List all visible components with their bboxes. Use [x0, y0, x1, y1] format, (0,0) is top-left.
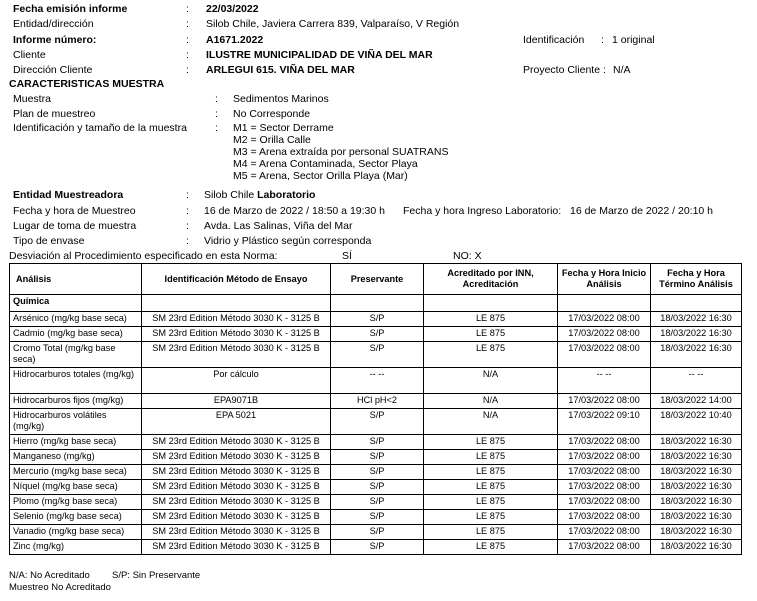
ident-list [233, 122, 448, 182]
table-row [10, 368, 742, 394]
analisis-cell: Selenio (mg/kg base seca) [10, 510, 142, 525]
preservante-cell: HCl pH<2 [331, 394, 424, 409]
termino-cell: 18/03/2022 16:30 [651, 327, 742, 342]
acreditado-cell: LE 875 [424, 342, 558, 368]
acreditado-cell: N/A [424, 394, 558, 409]
desviacion-label: Desviación al Procedimiento especificado en esta Norma: [9, 250, 278, 262]
inicio-cell: 17/03/2022 08:00 [558, 342, 651, 368]
col-header-acreditado: Acreditado por INN, Acreditación [424, 264, 558, 295]
acreditado-cell: LE 875 [424, 495, 558, 510]
termino-cell: 18/03/2022 16:30 [651, 540, 742, 555]
acreditado-cell: LE 875 [424, 312, 558, 327]
termino-cell: 18/03/2022 16:30 [651, 312, 742, 327]
col-header-termino: Fecha y Hora Término Análisis [651, 264, 742, 295]
termino-cell: 18/03/2022 16:30 [651, 342, 742, 368]
termino-cell: 18/03/2022 10:40 [651, 409, 742, 435]
results-table [9, 263, 742, 555]
colon: : [186, 220, 189, 232]
table-cell [424, 295, 558, 312]
analisis-cell: Hidrocarburos volátiles (mg/kg) [10, 409, 142, 435]
acreditado-cell: LE 875 [424, 450, 558, 465]
table-row [10, 409, 742, 435]
inicio-cell: 17/03/2022 08:00 [558, 525, 651, 540]
termino-cell: 18/03/2022 16:30 [651, 495, 742, 510]
preservante-cell: S/P [331, 327, 424, 342]
acreditado-cell: LE 875 [424, 525, 558, 540]
muestra-label: Muestra [13, 93, 51, 105]
colon: : [186, 18, 189, 30]
direccion-value: ARLEGUI 615. VIÑA DEL MAR [206, 64, 355, 76]
envase-value: Vidrio y Plástico según corresponda [204, 235, 372, 247]
analisis-cell: Manganeso (mg/kg) [10, 450, 142, 465]
lugar-label: Lugar de toma de muestra [13, 220, 137, 232]
plan-value: No Corresponde [233, 108, 311, 120]
table-row [10, 495, 742, 510]
table-row [10, 540, 742, 555]
identificacion-label: Identificación [523, 34, 585, 46]
colon: : [601, 34, 604, 46]
termino-cell: 18/03/2022 16:30 [651, 510, 742, 525]
entidad-label: Entidad/dirección [13, 18, 94, 30]
colon: : [215, 122, 218, 134]
metodo-cell: SM 23rd Edition Método 3030 K - 3125 B [142, 342, 331, 368]
termino-cell: 18/03/2022 16:30 [651, 480, 742, 495]
acreditado-cell: N/A [424, 409, 558, 435]
fecha-ingreso-label: Fecha y hora Ingreso Laboratorio: [403, 205, 562, 217]
preservante-cell: S/P [331, 312, 424, 327]
table-header-row [10, 264, 742, 295]
analisis-cell: Mercurio (mg/kg base seca) [10, 465, 142, 480]
termino-cell: 18/03/2022 16:30 [651, 525, 742, 540]
metodo-cell: SM 23rd Edition Método 3030 K - 3125 B [142, 495, 331, 510]
direccion-label: Dirección Cliente [13, 64, 93, 76]
acreditado-cell: LE 875 [424, 465, 558, 480]
metodo-cell: SM 23rd Edition Método 3030 K - 3125 B [142, 450, 331, 465]
inicio-cell: 17/03/2022 08:00 [558, 540, 651, 555]
footer-muestreo: Muestreo No Acreditado [9, 582, 111, 593]
desviacion-no: NO: X [453, 250, 482, 262]
colon: : [186, 64, 189, 76]
colon: : [215, 93, 218, 105]
acreditado-cell: N/A [424, 368, 558, 394]
metodo-cell: SM 23rd Edition Método 3030 K - 3125 B [142, 435, 331, 450]
metodo-cell: SM 23rd Edition Método 3030 K - 3125 B [142, 525, 331, 540]
termino-cell: 18/03/2022 16:30 [651, 465, 742, 480]
preservante-cell: S/P [331, 465, 424, 480]
analisis-cell: Arsénico (mg/kg base seca) [10, 312, 142, 327]
fecha-emision-label: Fecha emisión informe [13, 3, 128, 15]
preservante-cell: S/P [331, 525, 424, 540]
analisis-cell: Hierro (mg/kg base seca) [10, 435, 142, 450]
ident-line: M2 = Orilla Calle [233, 134, 311, 146]
table-row [10, 435, 742, 450]
inicio-cell: 17/03/2022 08:00 [558, 480, 651, 495]
table-row [10, 525, 742, 540]
inicio-cell: 17/03/2022 08:00 [558, 312, 651, 327]
ident-line: M5 = Arena, Sector Orilla Playa (Mar) [233, 170, 408, 182]
muestra-value: Sedimentos Marinos [233, 93, 329, 105]
informe-value: A1671.2022 [206, 34, 264, 46]
desviacion-si: SÍ [342, 250, 352, 262]
preservante-cell: S/P [331, 342, 424, 368]
proyecto-label: Proyecto Cliente : [523, 64, 606, 76]
colon: : [186, 189, 189, 201]
table-cell [651, 295, 742, 312]
table-cell [331, 295, 424, 312]
preservante-cell: S/P [331, 450, 424, 465]
informe-label: Informe número: [13, 34, 97, 46]
termino-cell: 18/03/2022 16:30 [651, 450, 742, 465]
analisis-cell: Zinc (mg/kg) [10, 540, 142, 555]
preservante-cell: S/P [331, 495, 424, 510]
ident-line: M1 = Sector Derrame [233, 122, 334, 134]
metodo-cell: EPA 5021 [142, 409, 331, 435]
colon: : [215, 108, 218, 120]
col-header-analisis: Análisis [10, 264, 142, 295]
metodo-cell: SM 23rd Edition Método 3030 K - 3125 B [142, 327, 331, 342]
table-row [10, 327, 742, 342]
cliente-value: ILUSTRE MUNICIPALIDAD DE VIÑA DEL MAR [206, 49, 433, 61]
preservante-cell: S/P [331, 510, 424, 525]
metodo-cell: SM 23rd Edition Método 3030 K - 3125 B [142, 480, 331, 495]
section-label: Química [10, 295, 142, 312]
inicio-cell: 17/03/2022 08:00 [558, 327, 651, 342]
metodo-cell: SM 23rd Edition Método 3030 K - 3125 B [142, 465, 331, 480]
table-row [10, 465, 742, 480]
acreditado-cell: LE 875 [424, 327, 558, 342]
table-cell [558, 295, 651, 312]
inicio-cell: 17/03/2022 08:00 [558, 435, 651, 450]
section-row [10, 295, 742, 312]
preservante-cell: S/P [331, 480, 424, 495]
entidad-muestreadora-bold: Laboratorio [257, 189, 316, 201]
metodo-cell: Por cálculo [142, 368, 331, 394]
inicio-cell: 17/03/2022 08:00 [558, 394, 651, 409]
termino-cell: 18/03/2022 16:30 [651, 435, 742, 450]
identificacion-value: 1 original [612, 34, 655, 46]
metodo-cell: SM 23rd Edition Método 3030 K - 3125 B [142, 540, 331, 555]
inicio-cell: 17/03/2022 08:00 [558, 465, 651, 480]
col-header-inicio: Fecha y Hora Inicio Análisis [558, 264, 651, 295]
fecha-ingreso-value: 16 de Marzo de 2022 / 20:10 h [570, 205, 714, 217]
colon: : [186, 3, 189, 15]
entidad-value: Silob Chile, Javiera Carrera 839, Valparaíso, V Región [206, 18, 460, 30]
inicio-cell: 17/03/2022 08:00 [558, 450, 651, 465]
inicio-cell: 17/03/2022 08:00 [558, 510, 651, 525]
inicio-cell: 17/03/2022 09:10 [558, 409, 651, 435]
fecha-muestreo-value: 16 de Marzo de 2022 / 18:50 a 19:30 h [204, 205, 385, 217]
termino-cell: -- -- [651, 368, 742, 394]
caracteristicas-title: CARACTERISTICAS MUESTRA [9, 78, 165, 90]
acreditado-cell: LE 875 [424, 435, 558, 450]
table-row [10, 450, 742, 465]
colon: : [186, 49, 189, 61]
cliente-label: Cliente [13, 49, 46, 61]
plan-label: Plan de muestreo [13, 108, 96, 120]
table-row [10, 394, 742, 409]
preservante-cell: S/P [331, 435, 424, 450]
table-row [10, 510, 742, 525]
col-header-preservante: Preservante [331, 264, 424, 295]
metodo-cell: EPA9071B [142, 394, 331, 409]
analisis-cell: Hidrocarburos fijos (mg/kg) [10, 394, 142, 409]
metodo-cell: SM 23rd Edition Método 3030 K - 3125 B [142, 312, 331, 327]
table-row [10, 480, 742, 495]
col-header-metodo: Identificación Método de Ensayo [142, 264, 331, 295]
ident-line: M4 = Arena Contaminada, Sector Playa [233, 158, 418, 170]
table-row [10, 312, 742, 327]
analisis-cell: Cadmio (mg/kg base seca) [10, 327, 142, 342]
termino-cell: 18/03/2022 14:00 [651, 394, 742, 409]
inicio-cell: -- -- [558, 368, 651, 394]
analisis-cell: Vanadio (mg/kg base seca) [10, 525, 142, 540]
analisis-cell: Níquel (mg/kg base seca) [10, 480, 142, 495]
acreditado-cell: LE 875 [424, 540, 558, 555]
entidad-muestreadora-value [204, 189, 315, 201]
colon: : [186, 34, 189, 46]
ident-label: Identificación y tamaño de la muestra [13, 122, 187, 134]
metodo-cell: SM 23rd Edition Método 3030 K - 3125 B [142, 510, 331, 525]
envase-label: Tipo de envase [13, 235, 85, 247]
analisis-cell: Cromo Total (mg/kg base seca) [10, 342, 142, 368]
acreditado-cell: LE 875 [424, 480, 558, 495]
inicio-cell: 17/03/2022 08:00 [558, 495, 651, 510]
acreditado-cell: LE 875 [424, 510, 558, 525]
table-cell [142, 295, 331, 312]
colon: : [186, 205, 189, 217]
table-row [10, 342, 742, 368]
entidad-muestreadora-label: Entidad Muestreadora [13, 189, 124, 201]
footer-na: N/A: No Acreditado [9, 570, 90, 581]
ident-line: M3 = Arena extraída por personal SUATRANS [233, 146, 449, 158]
entidad-muestreadora-plain: Silob Chile [204, 189, 258, 201]
analisis-cell: Plomo (mg/kg base seca) [10, 495, 142, 510]
colon: : [186, 235, 189, 247]
lugar-value: Avda. Las Salinas, Viña del Mar [204, 220, 353, 232]
footer-sp: S/P: Sin Preservante [112, 570, 201, 581]
preservante-cell: S/P [331, 409, 424, 435]
fecha-muestreo-label: Fecha y hora de Muestreo [13, 205, 136, 217]
proyecto-value: N/A [613, 64, 631, 76]
analisis-cell: Hidrocarburos totales (mg/kg) [10, 368, 142, 394]
fecha-emision-value: 22/03/2022 [206, 3, 259, 15]
preservante-cell: S/P [331, 540, 424, 555]
preservante-cell: -- -- [331, 368, 424, 394]
